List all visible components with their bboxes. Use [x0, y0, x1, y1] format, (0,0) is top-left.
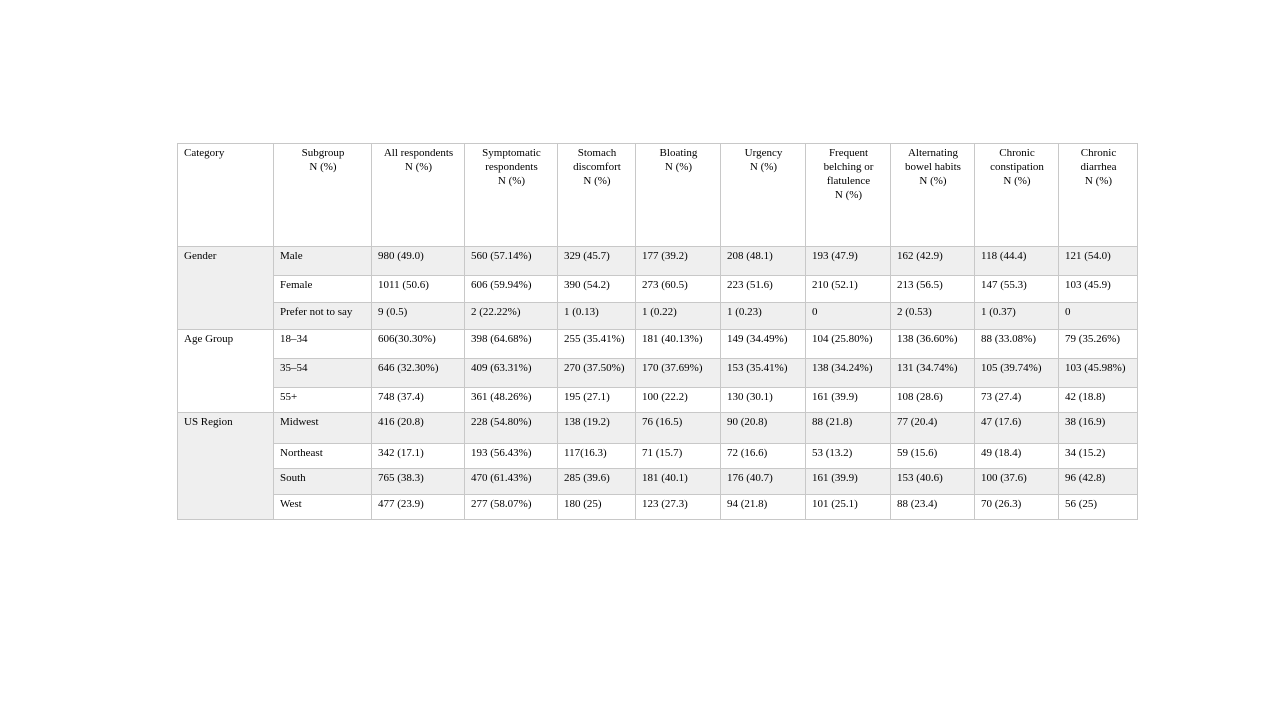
value-cell: 342 (17.1): [372, 444, 465, 469]
value-cell: 153 (35.41%): [721, 359, 806, 388]
value-cell: 59 (15.6): [891, 444, 975, 469]
value-cell: 176 (40.7): [721, 469, 806, 495]
header-belching-flatulence: Frequent belching or flatulence N (%): [806, 144, 891, 247]
header-urgency: Urgency N (%): [721, 144, 806, 247]
value-cell: 0: [1059, 303, 1138, 330]
value-cell: 477 (23.9): [372, 495, 465, 520]
table-row: [178, 413, 1138, 444]
value-cell: 103 (45.98%): [1059, 359, 1138, 388]
table-row: [178, 303, 1138, 330]
value-cell: 1 (0.22): [636, 303, 721, 330]
subgroup-cell: 35–54: [274, 359, 372, 388]
value-cell: 49 (18.4): [975, 444, 1059, 469]
value-cell: 980 (49.0): [372, 247, 465, 276]
value-cell: 1 (0.37): [975, 303, 1059, 330]
header-bloating: Bloating N (%): [636, 144, 721, 247]
survey-results-table: [177, 143, 1138, 520]
value-cell: 100 (22.2): [636, 388, 721, 413]
value-cell: 73 (27.4): [975, 388, 1059, 413]
value-cell: 277 (58.07%): [465, 495, 558, 520]
value-cell: 416 (20.8): [372, 413, 465, 444]
value-cell: 1 (0.23): [721, 303, 806, 330]
value-cell: 2 (0.53): [891, 303, 975, 330]
value-cell: 270 (37.50%): [558, 359, 636, 388]
value-cell: 161 (39.9): [806, 469, 891, 495]
table-row: [178, 388, 1138, 413]
value-cell: 398 (64.68%): [465, 330, 558, 359]
value-cell: 47 (17.6): [975, 413, 1059, 444]
value-cell: 193 (47.9): [806, 247, 891, 276]
value-cell: 131 (34.74%): [891, 359, 975, 388]
value-cell: 103 (45.9): [1059, 276, 1138, 303]
value-cell: 94 (21.8): [721, 495, 806, 520]
value-cell: 213 (56.5): [891, 276, 975, 303]
value-cell: 0: [806, 303, 891, 330]
value-cell: 90 (20.8): [721, 413, 806, 444]
header-chronic-diarrhea: Chronic diarrhea N (%): [1059, 144, 1138, 247]
value-cell: 285 (39.6): [558, 469, 636, 495]
value-cell: 390 (54.2): [558, 276, 636, 303]
header-all-respondents: All respondents N (%): [372, 144, 465, 247]
value-cell: 42 (18.8): [1059, 388, 1138, 413]
value-cell: 2 (22.22%): [465, 303, 558, 330]
value-cell: 96 (42.8): [1059, 469, 1138, 495]
value-cell: 765 (38.3): [372, 469, 465, 495]
table-body: [178, 247, 1138, 520]
subgroup-cell: Prefer not to say: [274, 303, 372, 330]
header-row: [178, 144, 1138, 247]
table-row: [178, 247, 1138, 276]
value-cell: 100 (37.6): [975, 469, 1059, 495]
header-stomach-discomfort: Stomach discomfort N (%): [558, 144, 636, 247]
value-cell: 606(30.30%): [372, 330, 465, 359]
category-cell-us-region: US Region: [178, 413, 274, 520]
value-cell: 121 (54.0): [1059, 247, 1138, 276]
header-alternating-bowel-habits: Alternating bowel habits N (%): [891, 144, 975, 247]
value-cell: 161 (39.9): [806, 388, 891, 413]
value-cell: 748 (37.4): [372, 388, 465, 413]
subgroup-cell: 55+: [274, 388, 372, 413]
value-cell: 208 (48.1): [721, 247, 806, 276]
value-cell: 76 (16.5): [636, 413, 721, 444]
subgroup-cell: 18–34: [274, 330, 372, 359]
subgroup-cell: Male: [274, 247, 372, 276]
value-cell: 1 (0.13): [558, 303, 636, 330]
header-subgroup: Subgroup N (%): [274, 144, 372, 247]
value-cell: 79 (35.26%): [1059, 330, 1138, 359]
value-cell: 117(16.3): [558, 444, 636, 469]
value-cell: 88 (23.4): [891, 495, 975, 520]
value-cell: 138 (36.60%): [891, 330, 975, 359]
value-cell: 470 (61.43%): [465, 469, 558, 495]
header-category: Category: [178, 144, 274, 247]
value-cell: 162 (42.9): [891, 247, 975, 276]
value-cell: 147 (55.3): [975, 276, 1059, 303]
value-cell: 170 (37.69%): [636, 359, 721, 388]
value-cell: 181 (40.1): [636, 469, 721, 495]
value-cell: 329 (45.7): [558, 247, 636, 276]
header-symptomatic-respondents: Symptomatic respondents N (%): [465, 144, 558, 247]
value-cell: 606 (59.94%): [465, 276, 558, 303]
value-cell: 646 (32.30%): [372, 359, 465, 388]
value-cell: 104 (25.80%): [806, 330, 891, 359]
value-cell: 72 (16.6): [721, 444, 806, 469]
value-cell: 88 (21.8): [806, 413, 891, 444]
subgroup-cell: Northeast: [274, 444, 372, 469]
table-row: [178, 444, 1138, 469]
value-cell: 123 (27.3): [636, 495, 721, 520]
subgroup-cell: Female: [274, 276, 372, 303]
subgroup-cell: West: [274, 495, 372, 520]
value-cell: 56 (25): [1059, 495, 1138, 520]
table-row: [178, 469, 1138, 495]
subgroup-cell: South: [274, 469, 372, 495]
value-cell: 9 (0.5): [372, 303, 465, 330]
value-cell: 108 (28.6): [891, 388, 975, 413]
value-cell: 53 (13.2): [806, 444, 891, 469]
value-cell: 228 (54.80%): [465, 413, 558, 444]
value-cell: 560 (57.14%): [465, 247, 558, 276]
value-cell: 77 (20.4): [891, 413, 975, 444]
value-cell: 1011 (50.6): [372, 276, 465, 303]
value-cell: 181 (40.13%): [636, 330, 721, 359]
value-cell: 177 (39.2): [636, 247, 721, 276]
value-cell: 149 (34.49%): [721, 330, 806, 359]
value-cell: 88 (33.08%): [975, 330, 1059, 359]
value-cell: 193 (56.43%): [465, 444, 558, 469]
value-cell: 101 (25.1): [806, 495, 891, 520]
value-cell: 70 (26.3): [975, 495, 1059, 520]
category-cell-gender: Gender: [178, 247, 274, 330]
value-cell: 130 (30.1): [721, 388, 806, 413]
value-cell: 71 (15.7): [636, 444, 721, 469]
value-cell: 409 (63.31%): [465, 359, 558, 388]
header-chronic-constipation: Chronic constipation N (%): [975, 144, 1059, 247]
table-row: [178, 359, 1138, 388]
value-cell: 138 (34.24%): [806, 359, 891, 388]
value-cell: 34 (15.2): [1059, 444, 1138, 469]
value-cell: 105 (39.74%): [975, 359, 1059, 388]
value-cell: 195 (27.1): [558, 388, 636, 413]
table-row: [178, 330, 1138, 359]
category-cell-age-group: Age Group: [178, 330, 274, 413]
value-cell: 223 (51.6): [721, 276, 806, 303]
value-cell: 273 (60.5): [636, 276, 721, 303]
value-cell: 361 (48.26%): [465, 388, 558, 413]
value-cell: 118 (44.4): [975, 247, 1059, 276]
value-cell: 255 (35.41%): [558, 330, 636, 359]
subgroup-cell: Midwest: [274, 413, 372, 444]
value-cell: 210 (52.1): [806, 276, 891, 303]
value-cell: 38 (16.9): [1059, 413, 1138, 444]
value-cell: 153 (40.6): [891, 469, 975, 495]
value-cell: 138 (19.2): [558, 413, 636, 444]
table-row: [178, 276, 1138, 303]
value-cell: 180 (25): [558, 495, 636, 520]
table-row: [178, 495, 1138, 520]
